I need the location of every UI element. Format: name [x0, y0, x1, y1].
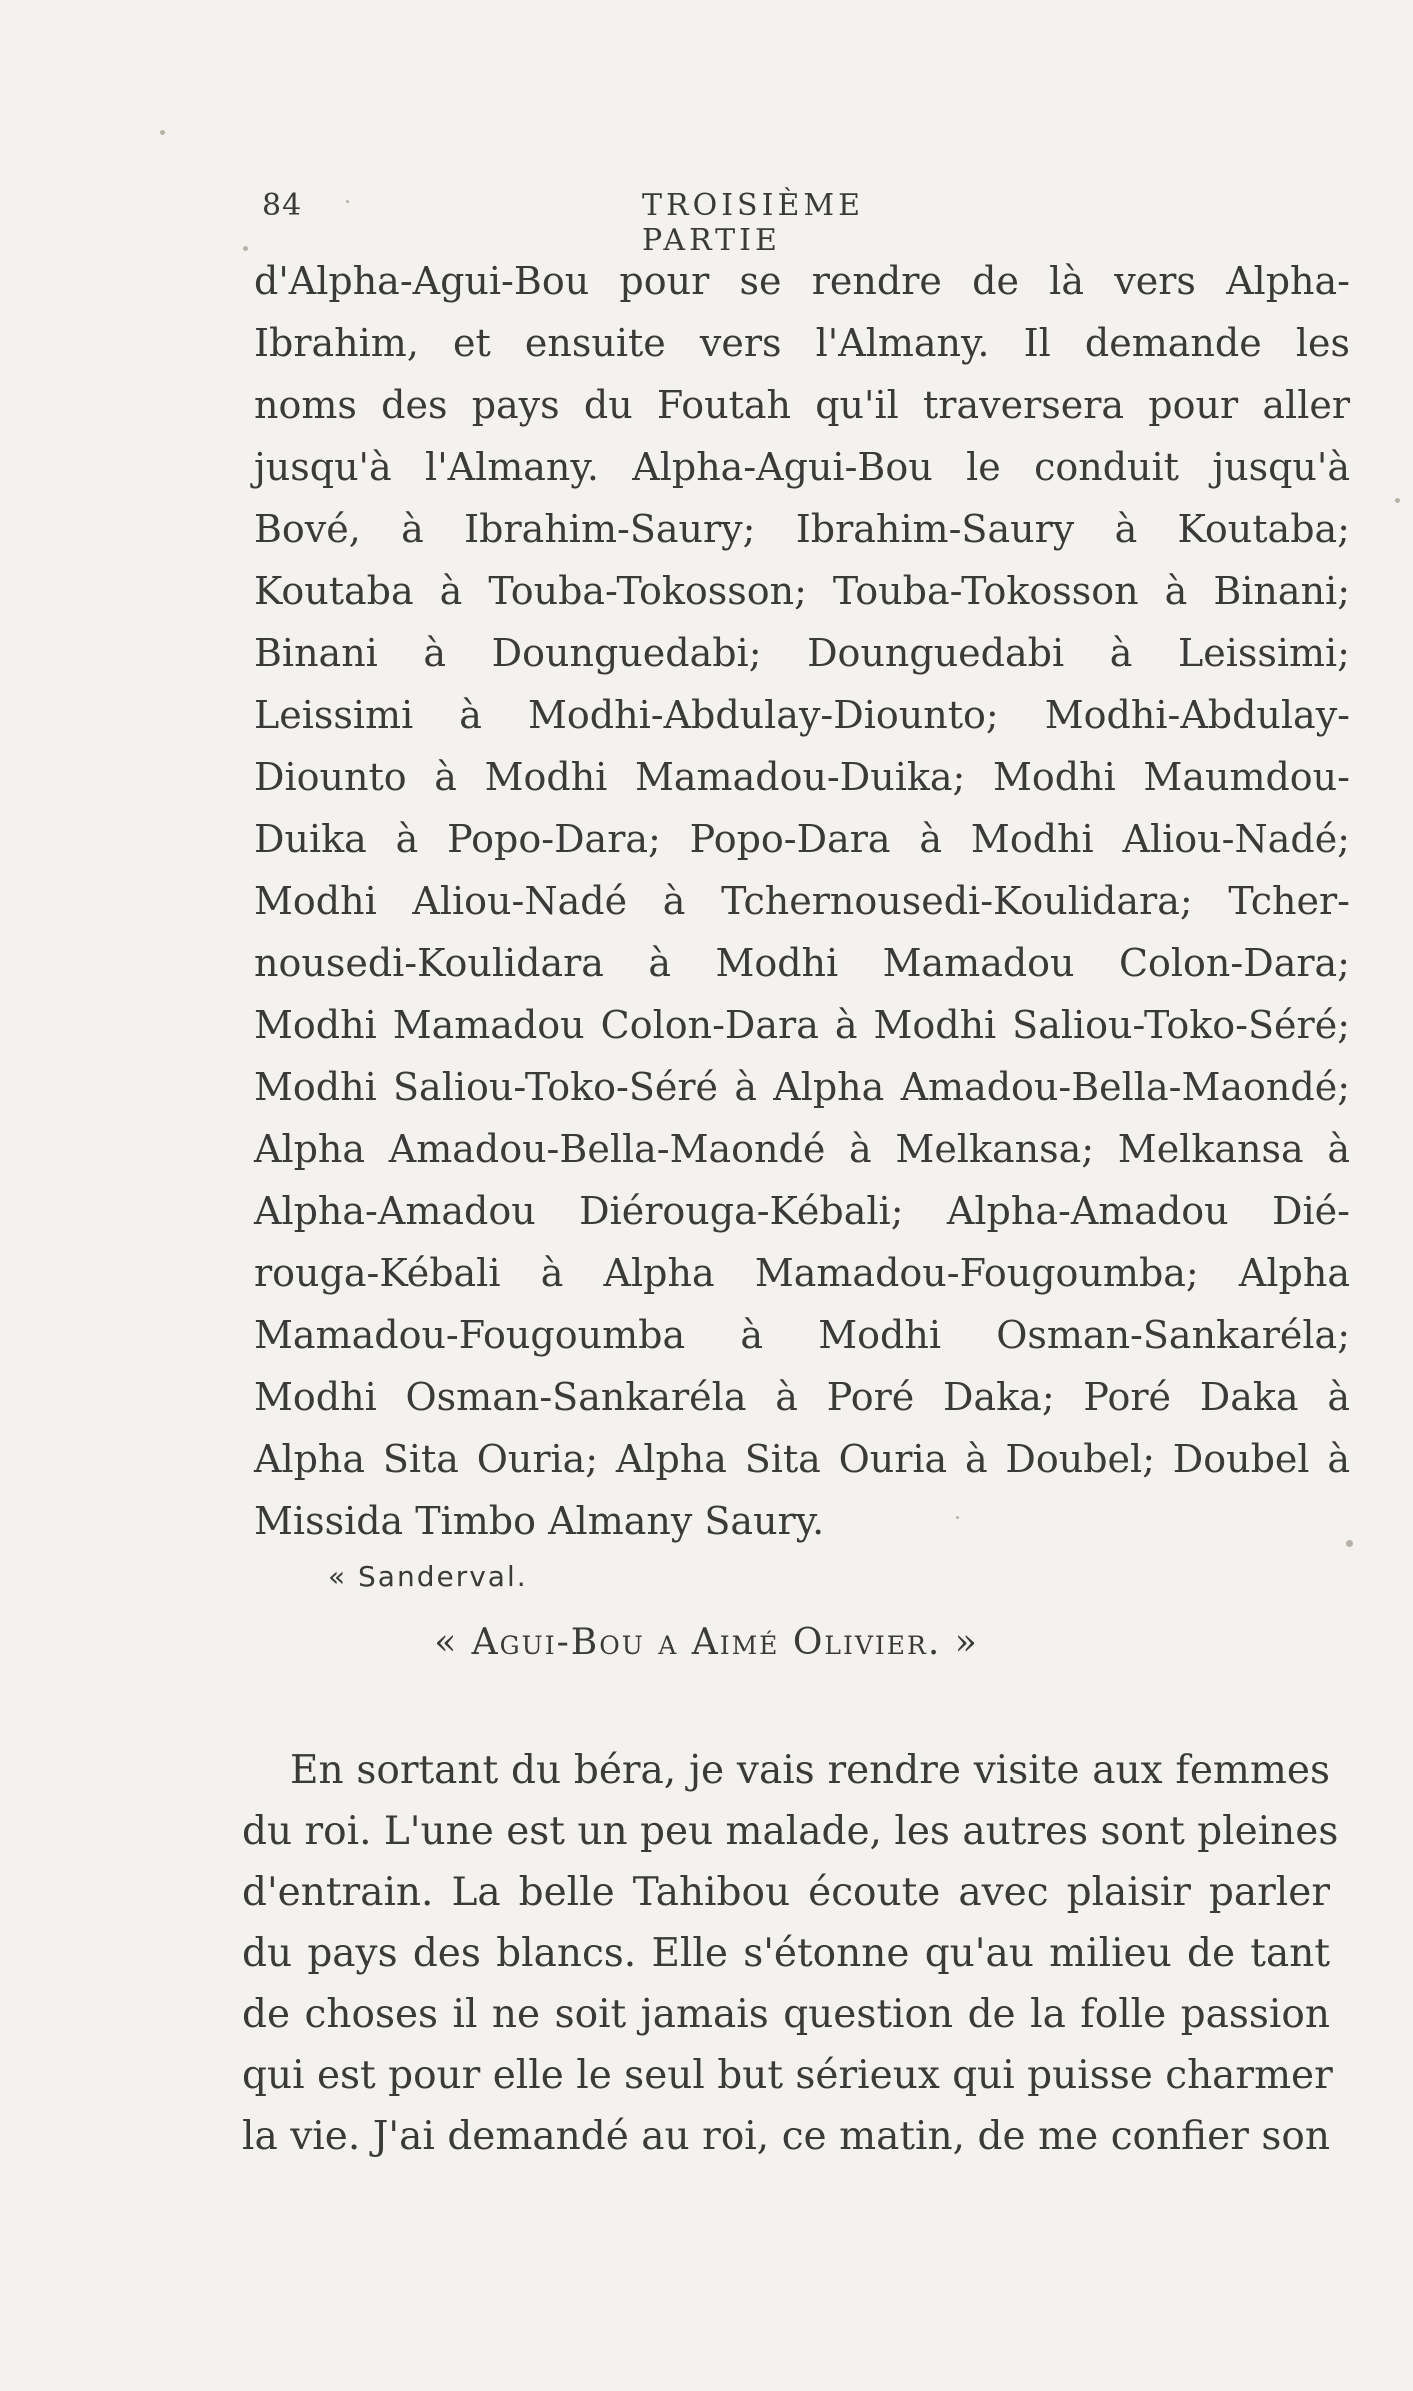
- text-line: noms des pays du Foutah qu'il traversera pour aller: [254, 383, 1350, 427]
- text-line: Bové, à Ibrahim-Saury; Ibrahim-Saury à Koutaba;: [254, 507, 1350, 551]
- paper-speck: [956, 1516, 959, 1519]
- text-line: la vie. J'ai demandé au roi, ce matin, de me confier son: [242, 2114, 1330, 2159]
- text-line: d'Alpha-Agui-Bou pour se rendre de là vers Alpha-: [254, 259, 1350, 303]
- text-line: Modhi Mamadou Colon-Dara à Modhi Saliou-Toko-Séré;: [254, 1003, 1350, 1047]
- text-line: Diounto à Modhi Mamadou-Duika; Modhi Maumdou-: [254, 755, 1350, 799]
- paper-speck: [1346, 1540, 1353, 1547]
- text-line: En sortant du béra, je vais rendre visite aux femmes: [290, 1748, 1330, 1793]
- text-line: Mamadou-Fougoumba à Modhi Osman-Sankaréla;: [254, 1313, 1350, 1357]
- text-line: du pays des blancs. Elle s'étonne qu'au milieu de tant: [242, 1931, 1330, 1976]
- text-line: Duika à Popo-Dara; Popo-Dara à Modhi Aliou-Nadé;: [254, 817, 1350, 861]
- paper-speck: [243, 246, 248, 251]
- text-line: Binani à Dounguedabi; Dounguedabi à Leissimi;: [254, 631, 1350, 675]
- text-line: Missida Timbo Almany Saury.: [254, 1499, 825, 1543]
- paper-speck: [346, 200, 349, 203]
- letter-signature: « Sanderval.: [328, 1560, 528, 1593]
- text-line: Ibrahim, et ensuite vers l'Almany. Il demande les: [254, 321, 1350, 365]
- text-line: Modhi Saliou-Toko-Séré à Alpha Amadou-Bella-Maondé;: [254, 1065, 1350, 1109]
- text-line: jusqu'à l'Almany. Alpha-Agui-Bou le conduit jusqu'à: [254, 445, 1350, 489]
- text-line: nousedi-Koulidara à Modhi Mamadou Colon-Dara;: [254, 941, 1350, 985]
- text-line: Modhi Aliou-Nadé à Tchernousedi-Koulidara; Tcher-: [254, 879, 1350, 923]
- text-line: rouga-Kébali à Alpha Mamadou-Fougoumba; Alpha: [254, 1251, 1350, 1295]
- paper-speck: [160, 130, 165, 135]
- text-line: d'entrain. La belle Tahibou écoute avec plaisir parler: [242, 1870, 1330, 1915]
- text-line: Alpha-Amadou Diérouga-Kébali; Alpha-Amadou Dié-: [254, 1189, 1350, 1233]
- text-line: Leissimi à Modhi-Abdulay-Diounto; Modhi-Abdulay-: [254, 693, 1350, 737]
- text-line: Koutaba à Touba-Tokosson; Touba-Tokosson à Binani;: [254, 569, 1350, 613]
- text-line: Modhi Osman-Sankaréla à Poré Daka; Poré Daka à: [254, 1375, 1350, 1419]
- text-line: qui est pour elle le seul but sérieux qui puisse charmer: [242, 2053, 1333, 2098]
- text-line: de choses il ne soit jamais question de la folle passion: [242, 1992, 1330, 2037]
- section-heading: « Agui-Bou a Aimé Olivier. »: [434, 1622, 979, 1663]
- text-line: Alpha Amadou-Bella-Maondé à Melkansa; Melkansa à: [254, 1127, 1350, 1171]
- text-line: Alpha Sita Ouria; Alpha Sita Ouria à Doubel; Doubel à: [254, 1437, 1350, 1481]
- text-line: du roi. L'une est un peu malade, les autres sont pleines: [242, 1809, 1339, 1854]
- page-header: [262, 188, 1012, 258]
- page-number: 84: [262, 188, 303, 223]
- running-head: TROISIÈME PARTIE: [642, 188, 864, 258]
- paper-speck: [1395, 498, 1400, 503]
